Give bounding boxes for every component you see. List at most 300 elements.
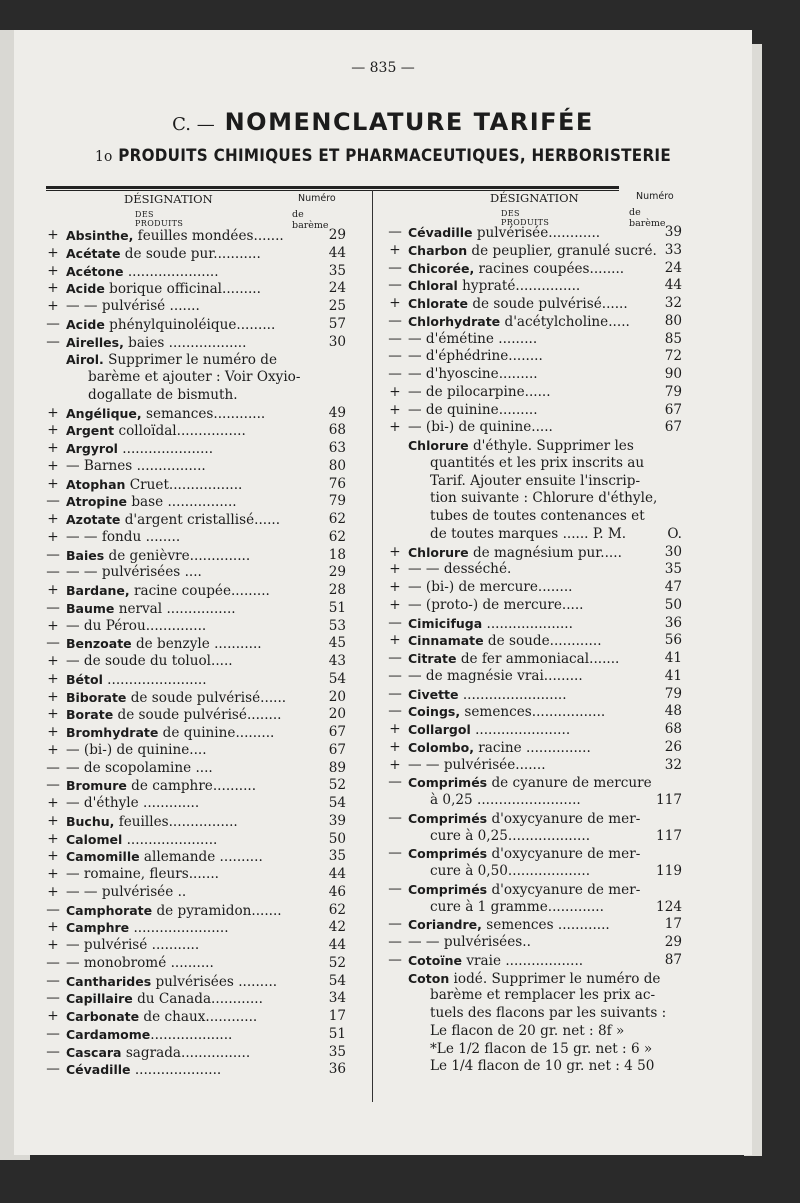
- product-name: Comprimés: [408, 846, 488, 862]
- tariff-sign: +: [47, 617, 59, 634]
- tariff-sign: —: [388, 685, 402, 702]
- entry-text: [66, 316, 275, 335]
- entry-row: [44, 280, 346, 298]
- product-name: Chlorure: [408, 544, 469, 560]
- entry-text: [408, 934, 531, 952]
- entry-text: [66, 955, 214, 973]
- entry-detail: du Canada............: [132, 991, 263, 1008]
- bareme-number: 35: [664, 561, 682, 578]
- tariff-sign: +: [389, 401, 401, 418]
- entry-text: [430, 490, 657, 508]
- bareme-number: 76: [328, 475, 346, 492]
- entry-row: [44, 263, 346, 281]
- entry-detail: ......................: [470, 722, 571, 738]
- entry-detail: ....................: [130, 1062, 222, 1079]
- product-name: Cimicifuga: [408, 615, 483, 631]
- entry-row: [386, 526, 682, 544]
- entry-text: [408, 260, 624, 279]
- entry-text: [408, 313, 630, 332]
- entry-row: [44, 831, 346, 849]
- bareme-number: 68: [328, 422, 346, 439]
- tariff-sign: +: [47, 511, 59, 527]
- tariff-sign: +: [47, 227, 59, 243]
- entry-row: [44, 990, 346, 1008]
- tariff-sign: —: [46, 315, 60, 332]
- bareme-number: 50: [328, 830, 346, 847]
- tariff-sign: —: [46, 777, 60, 794]
- tariff-sign: —: [388, 366, 402, 382]
- entry-detail: tuels des flacons par les suivants :: [430, 1005, 667, 1021]
- entry-detail: — monobromé ..........: [66, 954, 214, 971]
- entry-row: [386, 721, 682, 739]
- entry-detail: — de quinine.........: [408, 401, 538, 418]
- header-rule: [46, 186, 619, 189]
- entry-row: [386, 1023, 682, 1041]
- entry-detail: .....................: [123, 263, 219, 280]
- bareme-number: 42: [328, 919, 346, 936]
- tariff-sign: —: [388, 259, 402, 276]
- entry-detail: tion suivante : Chlorure d'éthyle,: [430, 490, 658, 507]
- entry-row: [386, 260, 682, 278]
- entry-detail: racines coupées........: [474, 260, 625, 277]
- entry-text: [408, 970, 660, 989]
- entry-row: [386, 384, 682, 402]
- right-column-list: [386, 224, 682, 1076]
- entry-text: [408, 402, 538, 420]
- entry-row: [386, 295, 682, 313]
- entry-row: [386, 366, 682, 384]
- entry-detail: — Barnes ................: [66, 457, 206, 474]
- entry-row: [386, 810, 682, 828]
- entry-detail: Tarif. Ajouter ensuite l'inscrip-: [430, 472, 641, 489]
- bareme-number: 63: [328, 440, 346, 456]
- entry-text: [408, 437, 634, 456]
- entry-row: [44, 440, 346, 458]
- tariff-sign: —: [388, 880, 402, 897]
- tariff-sign: +: [47, 404, 59, 421]
- entry-text: [66, 635, 262, 654]
- product-name: Buchu,: [66, 813, 115, 829]
- tariff-sign: +: [47, 670, 59, 687]
- product-name: Camomille: [66, 849, 140, 865]
- entry-detail: — — desséché.: [408, 561, 512, 578]
- entry-row: [44, 405, 346, 423]
- entry-detail: borique officinal.........: [104, 281, 261, 298]
- entry-row: [386, 686, 682, 704]
- product-name: Chlorate: [408, 296, 468, 311]
- tariff-sign: +: [389, 756, 401, 773]
- entry-text: [66, 440, 213, 459]
- tariff-sign: —: [46, 493, 60, 510]
- entry-text: [88, 387, 238, 405]
- entry-text: [66, 511, 280, 530]
- bareme-number: 29: [328, 564, 346, 581]
- entry-detail: — (bi-) de quinine....: [66, 741, 207, 758]
- tariff-sign: +: [47, 422, 59, 439]
- bareme-number: 119: [656, 863, 682, 879]
- bareme-number: 30: [664, 543, 682, 560]
- bareme-number: 35: [328, 1043, 346, 1060]
- tariff-sign: +: [47, 848, 59, 865]
- entry-row: [44, 955, 346, 973]
- tariff-sign: —: [388, 845, 402, 862]
- entry-row: [44, 245, 346, 263]
- tariff-sign: —: [46, 759, 60, 776]
- entry-text: [430, 828, 590, 846]
- entry-detail: .......................: [102, 671, 207, 688]
- entry-detail: nerval ................: [114, 600, 236, 617]
- entry-detail: baies ..................: [123, 334, 247, 351]
- entry-row: [44, 671, 346, 689]
- entry-row: [386, 774, 682, 792]
- tariff-sign: —: [388, 934, 402, 950]
- entry-text: [430, 508, 645, 526]
- bareme-number: 34: [328, 990, 346, 1007]
- entry-row: [44, 387, 346, 405]
- entry-detail: .....................: [122, 831, 218, 848]
- entry-text: [430, 1023, 624, 1041]
- entry-text: [408, 686, 567, 705]
- bareme-number: 44: [328, 866, 346, 882]
- entry-text: [408, 366, 538, 384]
- tariff-sign: +: [389, 419, 401, 436]
- document-page: [14, 30, 752, 1155]
- entry-text: [66, 884, 186, 902]
- bareme-number: 72: [664, 348, 682, 365]
- entry-row: [44, 1044, 346, 1062]
- tariff-sign: +: [47, 937, 59, 953]
- entry-text: [430, 1005, 666, 1023]
- tariff-sign: —: [46, 1025, 60, 1042]
- product-name: Comprimés: [408, 775, 488, 791]
- bareme-number: 51: [328, 599, 346, 616]
- bareme-number: 85: [664, 330, 682, 347]
- bareme-number: 29: [328, 227, 346, 243]
- product-name: Acétate: [66, 245, 121, 261]
- entry-detail: racine coupée.........: [129, 583, 270, 599]
- tariff-sign: —: [388, 330, 402, 347]
- entry-row: [386, 419, 682, 437]
- product-name: Airol.: [66, 352, 104, 368]
- entry-text: [430, 526, 626, 544]
- tariff-sign: +: [47, 795, 59, 811]
- bareme-number: 90: [664, 366, 682, 382]
- entry-detail: de pyramidon.......: [152, 902, 282, 919]
- entry-text: [66, 458, 206, 476]
- product-name: Argent: [66, 423, 115, 439]
- bareme-number: 32: [664, 295, 682, 311]
- entry-row: [386, 828, 682, 846]
- numero-label: Numéro: [636, 191, 674, 202]
- product-name: Bromhydrate: [66, 725, 159, 740]
- entry-text: [66, 866, 219, 884]
- entry-row: [386, 739, 682, 757]
- product-name: Borate: [66, 707, 114, 723]
- bareme-number: 89: [328, 759, 346, 776]
- entry-text: [66, 493, 237, 512]
- entry-detail: Le flacon de 20 gr. net : 8f »: [430, 1022, 625, 1039]
- entry-detail: de toutes marques ...... P. M.: [430, 525, 627, 542]
- entry-detail: de quinine.........: [158, 725, 275, 741]
- tariff-sign: —: [388, 951, 402, 968]
- entry-text: [66, 742, 207, 760]
- de-bareme-label: de barème: [629, 207, 666, 229]
- bareme-number: 51: [328, 1025, 346, 1042]
- product-name: Biborate: [66, 689, 127, 705]
- entry-text: [66, 564, 202, 582]
- bareme-number: 39: [328, 812, 346, 829]
- entry-text: [66, 334, 246, 353]
- entry-text: [408, 739, 591, 758]
- entry-row: [386, 703, 682, 721]
- entry-detail: barème et remplacer les prix ac-: [430, 987, 656, 1004]
- entry-row: [44, 795, 346, 813]
- entry-text: [430, 899, 604, 917]
- tariff-sign: +: [47, 866, 59, 882]
- bareme-number: 80: [664, 312, 682, 329]
- entry-detail: d'éthyle. Supprimer les: [468, 438, 634, 454]
- bareme-number: 41: [664, 667, 682, 684]
- entry-row: [386, 1058, 682, 1076]
- entry-text: [66, 760, 213, 778]
- tariff-sign: —: [388, 916, 402, 933]
- entry-row: [386, 313, 682, 331]
- product-name: Bardane,: [66, 583, 130, 598]
- entry-row: [386, 490, 682, 508]
- entry-detail: de soude............: [483, 633, 602, 650]
- entry-detail: cure à 0,50...................: [430, 863, 591, 879]
- bareme-number: 62: [328, 901, 346, 918]
- entry-row: [44, 618, 346, 636]
- tariff-sign: —: [46, 901, 60, 918]
- entry-row: [386, 402, 682, 420]
- entry-row: [44, 777, 346, 795]
- entry-detail: pulvérisée............: [472, 225, 601, 241]
- entry-text: [66, 902, 282, 921]
- bareme-number: 49: [328, 404, 346, 421]
- entry-text: [66, 848, 263, 867]
- product-name: Bétol: [66, 671, 103, 687]
- tariff-sign: —: [46, 1043, 60, 1060]
- product-name: Baume: [66, 600, 115, 616]
- bareme-number: 35: [328, 848, 346, 865]
- entry-detail: ...................: [150, 1026, 233, 1043]
- product-name: Calomel: [66, 831, 123, 847]
- entry-row: [386, 1041, 682, 1059]
- product-name: Camphorate: [66, 902, 153, 918]
- product-name: Comprimés: [408, 810, 488, 826]
- entry-detail: — (bi-) de quinine.....: [408, 419, 553, 436]
- entry-row: [44, 493, 346, 511]
- entry-row: [386, 242, 682, 260]
- entry-detail: ....................: [482, 615, 573, 632]
- entry-detail: — de scopolamine ....: [66, 759, 213, 776]
- entry-row: [44, 351, 346, 369]
- tariff-sign: +: [47, 706, 59, 723]
- title-text: NOMENCLATURE TARIFÉE: [224, 108, 594, 136]
- entry-text: [430, 455, 644, 473]
- entry-text: [408, 419, 553, 437]
- entry-row: [386, 331, 682, 349]
- bareme-number: 54: [328, 670, 346, 687]
- tariff-sign: +: [47, 919, 59, 936]
- entry-detail: de soude pur...........: [120, 245, 261, 262]
- tariff-sign: —: [388, 348, 402, 365]
- entry-detail: de chaux............: [139, 1009, 258, 1025]
- entry-text: [430, 792, 581, 810]
- entry-text: [66, 813, 238, 832]
- product-name: Collargol: [408, 722, 471, 737]
- bareme-number: 44: [664, 277, 682, 294]
- bareme-number: 47: [664, 579, 682, 595]
- product-name: Atropine: [66, 494, 128, 510]
- product-name: Atophan: [66, 476, 126, 492]
- product-name: Chlorure: [408, 438, 469, 453]
- tariff-sign: —: [388, 312, 402, 329]
- entry-detail: Cruet.................: [125, 476, 243, 493]
- entry-detail: — pulvérisé ...........: [66, 937, 200, 953]
- entry-text: [408, 721, 570, 740]
- product-name: Acétone: [66, 263, 124, 279]
- entry-row: [44, 813, 346, 831]
- entry-row: [386, 952, 682, 970]
- entry-detail: .....................: [117, 441, 214, 457]
- bareme-number: 67: [664, 401, 682, 418]
- entry-detail: d'oxycyanure de mer-: [487, 846, 641, 863]
- tariff-sign: +: [47, 741, 59, 758]
- entry-row: [44, 884, 346, 902]
- entry-detail: — — pulvérisées ....: [66, 564, 202, 581]
- entry-detail: d'oxycyanure de mer-: [487, 881, 641, 898]
- entry-detail: cure à 0,25...................: [430, 827, 591, 844]
- entry-detail: — (bi-) de mercure........: [408, 579, 573, 595]
- entry-detail: — — pulvérisée.......: [408, 756, 546, 773]
- tariff-sign: +: [47, 440, 59, 456]
- entry-detail: — de pilocarpine......: [408, 383, 551, 400]
- tariff-sign: —: [46, 546, 60, 563]
- entry-row: [44, 334, 346, 352]
- bareme-number: 35: [328, 262, 346, 279]
- tariff-sign: —: [388, 703, 402, 720]
- entry-row: [386, 792, 682, 810]
- entry-text: [66, 351, 277, 370]
- des-produits-label: DES PRODUITS: [135, 210, 184, 228]
- product-name: Colombo,: [408, 739, 474, 755]
- bareme-number: 39: [664, 224, 682, 240]
- bareme-number: 117: [656, 792, 682, 808]
- entry-text: [66, 777, 256, 796]
- entry-detail: de fer ammoniacal.......: [456, 651, 620, 667]
- product-name: Chloral: [408, 278, 458, 294]
- bareme-number: 54: [328, 972, 346, 989]
- bareme-number: 53: [328, 617, 346, 634]
- entry-detail: phénylquinoléique.........: [104, 316, 276, 333]
- entry-text: [66, 298, 200, 316]
- bareme-number: 45: [328, 635, 346, 652]
- tariff-sign: —: [46, 954, 60, 971]
- entry-detail: — — pulvérisé .......: [66, 298, 200, 314]
- bareme-number: 18: [328, 546, 346, 563]
- entry-detail: — romaine, fleurs.......: [66, 866, 219, 882]
- entry-text: [430, 987, 655, 1005]
- entry-detail: feuilles................: [114, 813, 238, 830]
- entry-text: [66, 689, 286, 708]
- entry-row: [386, 1005, 682, 1023]
- entry-text: [66, 1061, 221, 1080]
- entry-text: [408, 277, 580, 296]
- entry-row: [44, 724, 346, 742]
- tariff-sign: +: [389, 738, 401, 755]
- entry-text: [408, 881, 640, 900]
- bareme-number: 57: [328, 315, 346, 332]
- product-name: Angélique,: [66, 405, 142, 421]
- entry-text: [408, 845, 640, 864]
- tariff-sign: +: [389, 596, 401, 613]
- entry-detail: de soude pulvérisé........: [113, 707, 282, 724]
- product-name: Airelles,: [66, 334, 124, 350]
- section-title: [44, 146, 723, 165]
- entry-detail: à 0,25 ........................: [430, 792, 581, 808]
- entry-detail: barème et ajouter : Voir Oxyio-: [88, 369, 301, 385]
- entry-text: [408, 916, 610, 935]
- tariff-sign: +: [389, 295, 401, 311]
- bareme-number: 87: [664, 951, 682, 968]
- tariff-sign: +: [389, 241, 401, 258]
- product-name: Baies: [66, 547, 105, 563]
- entry-detail: — de magnésie vrai.........: [408, 667, 583, 684]
- entry-detail: de cyanure de mercure: [487, 775, 652, 792]
- bareme-number: 52: [328, 777, 346, 794]
- entry-text: [408, 579, 572, 597]
- tariff-sign: —: [46, 635, 60, 652]
- tariff-sign: +: [47, 688, 59, 705]
- tariff-sign: +: [47, 298, 59, 314]
- entry-text: [66, 937, 199, 955]
- bareme-number: 52: [328, 954, 346, 971]
- product-name: Coriandre,: [408, 917, 482, 933]
- bareme-number: O.: [667, 525, 682, 542]
- tariff-sign: —: [46, 599, 60, 616]
- tariff-sign: —: [46, 333, 60, 350]
- entry-detail: — d'éphédrine........: [408, 348, 543, 365]
- entry-row: [44, 511, 346, 529]
- bareme-number: 67: [664, 419, 682, 436]
- tariff-sign: +: [389, 383, 401, 400]
- entry-row: [44, 919, 346, 937]
- entry-row: [44, 635, 346, 653]
- bareme-number: 79: [328, 493, 346, 510]
- entry-text: [408, 561, 511, 579]
- product-name: Cantharides: [66, 973, 152, 989]
- tariff-sign: +: [389, 579, 401, 595]
- tariff-sign: +: [389, 543, 401, 560]
- entry-text: [408, 295, 628, 314]
- product-name: Azotate: [66, 512, 121, 527]
- entry-text: [408, 544, 622, 563]
- entry-text: [66, 600, 236, 619]
- entry-text: [408, 952, 583, 971]
- product-name: Chlorhydrate: [408, 313, 501, 329]
- product-name: Cardamome: [66, 1026, 151, 1042]
- entry-detail: semences.................: [460, 704, 606, 721]
- bareme-number: 36: [328, 1061, 346, 1078]
- entry-detail: — d'hyoscine.........: [408, 366, 538, 382]
- entry-text: [66, 476, 242, 495]
- entry-row: [44, 476, 346, 494]
- product-name: Acide: [66, 316, 105, 332]
- tariff-sign: +: [47, 1008, 59, 1024]
- entry-text: [66, 671, 207, 690]
